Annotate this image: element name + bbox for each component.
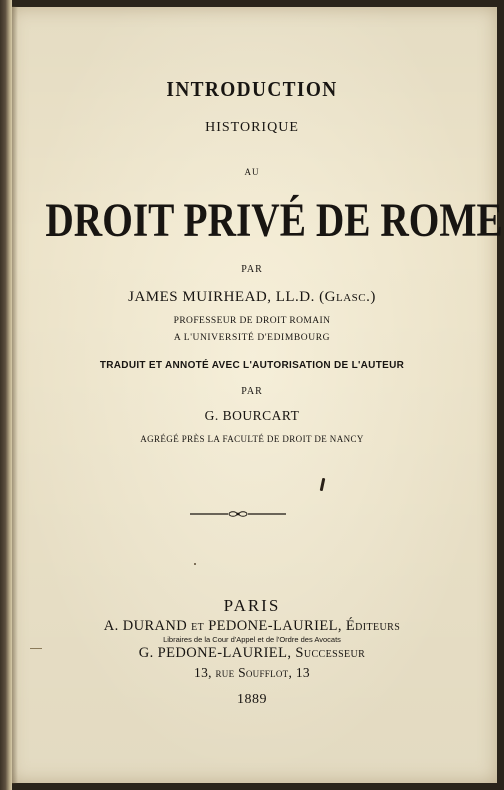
author-name: JAMES MUIRHEAD, LL.D. (Glasc.) [128,289,376,305]
imprint-publishers-note: Libraires de la Cour d'Appel et de l'Ordre des Avocats [163,635,341,644]
title-line-au: AU [244,167,260,177]
par-label-author: PAR [241,264,263,275]
translation-note: TRADUIT ET ANNOTÉ AVEC L'AUTORISATION DE L'AUTEUR [99,360,405,371]
par-label-translator: PAR [241,386,263,397]
imprint-address: 13, rue Soufflot, 13 [194,665,310,680]
ornamental-rule-icon [190,508,286,520]
translator-name: G. BOURCART [204,408,300,423]
author-role-line-1: PROFESSEUR DE DROIT ROMAIN [173,316,331,326]
imprint-year: 1889 [237,692,267,707]
translator-role: AGRÉGÉ PRÈS LA FACULTÉ DE DROIT DE NANCY [140,434,364,444]
imprint-successor: G. PEDONE-LAURIEL, Successeur [138,645,366,661]
main-title: DROIT PRIVÉ DE ROME [45,194,503,247]
title-line-introduction: INTRODUCTION [166,77,338,101]
title-line-historique: HISTORIQUE [205,120,299,135]
imprint-city: PARIS [223,596,281,615]
author-role-line-2: A L'UNIVERSITÉ D'EDIMBOURG [173,333,331,343]
imprint-publishers: A. DURAND et PEDONE-LAURIEL, Éditeurs [103,618,401,634]
paper-speck [194,563,196,565]
